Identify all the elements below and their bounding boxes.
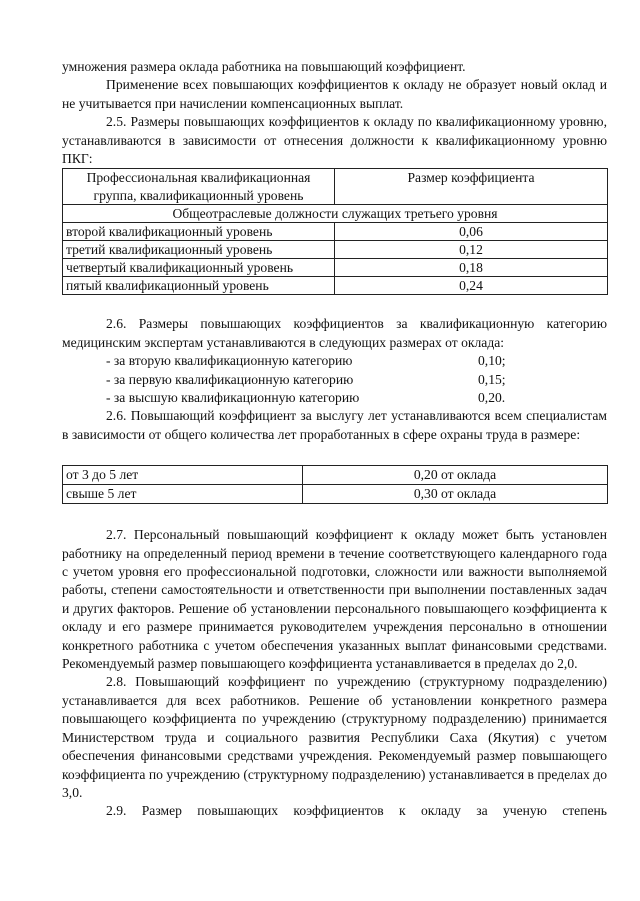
table-row [63, 259, 608, 277]
category-value: 0,10; [478, 353, 506, 369]
paragraph-2-6-seniority: 2.6. Повышающий коэффициент за выслугу лет устанавливаются всем специалистам в зависимости от общего количества лет проработанных в сфере охраны труда в размере: [62, 408, 607, 442]
table-row [63, 466, 608, 485]
table-cell-coef: 0,06 [335, 223, 608, 241]
table-cell-level: пятый квалификационный уровень [63, 277, 335, 295]
table-header-row [63, 169, 608, 205]
table-row [63, 277, 608, 295]
table-group-title: Общеотраслевые должности служащих третьего уровня [63, 205, 608, 223]
seniority-table [62, 465, 608, 504]
table-group-row [63, 205, 608, 223]
category-value: 0,15; [478, 371, 506, 387]
table-row [63, 223, 608, 241]
table-cell-period: свыше 5 лет [63, 485, 303, 504]
category-label: - за первую квалификационную категорию [106, 371, 354, 387]
category-label: - за высшую квалификационную категорию [106, 390, 360, 406]
list-item [106, 352, 607, 370]
paragraph-2-5: 2.5. Размеры повышающих коэффициентов к окладу по квалификационному уровню, устанавливаются в зависимости от отнесения должности к квалификационному уровню ПКГ: [62, 114, 607, 167]
table-row [63, 241, 608, 259]
table-cell-period: от 3 до 5 лет [63, 466, 303, 485]
table-header-coefficient: Размер коэффициента [335, 169, 608, 205]
table-row [63, 485, 608, 504]
paragraph-2-9: 2.9. Размер повышающих коэффициентов к окладу за ученую степень [106, 803, 607, 819]
category-value: 0,20. [478, 390, 506, 406]
paragraph-intro-tail: умножения размера оклада работника на повышающий коэффициент. [62, 59, 466, 74]
paragraph-2-6-categories: 2.6. Размеры повышающих коэффициентов за квалификационную категорию медицинским экспертам устанавливаются в следующих размерах от оклада: [62, 316, 607, 350]
paragraph-apply: Применение всех повышающих коэффициентов к окладу не образует новый оклад и не учитывается при начислении компенсационных выплат. [62, 77, 607, 111]
table-cell-level: четвертый квалификационный уровень [63, 259, 335, 277]
paragraph-2-7: 2.7. Персональный повышающий коэффициент к окладу может быть установлен работнику на определенный период времени в течение соответствующего календарного года с учетом уровня его профессиональной подготовки, сложности или важности выполняемой работы, степени самостоятельности и ответственности при выполнении поставленных задач и других факторов. Решение об установлении персонального повышающего коэффициента к окладу и его размере принимается руководителем учреждения персонально в отношении конкретного работника с учетом обеспечения указанных выплат финансовыми средствами. Рекомендуемый размер повышающего коэффициента устанавливается в пределах до 2,0. [62, 527, 607, 672]
paragraph-2-8: 2.8. Повышающий коэффициент по учреждению (структурному подразделению) устанавливается для всех работников. Решение об установлении конкретного размера повышающего коэффициента по учреждению (структурному подразделению) принимается Министерством труда и социального развития Республики Саха (Якутия) с учетом обеспечения финансовыми средствами учреждения. Рекомендуемый размер повышающего коэффициента по учреждению (структурному подразделению) устанавливается в пределах до 3,0. [62, 674, 607, 800]
table-cell-value: 0,30 от оклада [303, 485, 608, 504]
table-cell-value: 0,20 от оклада [303, 466, 608, 485]
category-list [106, 352, 607, 407]
table-cell-level: третий квалификационный уровень [63, 241, 335, 259]
table-cell-coef: 0,24 [335, 277, 608, 295]
document-page [62, 58, 607, 821]
table-cell-coef: 0,12 [335, 241, 608, 259]
table-header-group: Профессиональная квалификационная группа, квалификационный уровень [63, 169, 335, 205]
list-item [106, 389, 607, 407]
table-cell-level: второй квалификационный уровень [63, 223, 335, 241]
category-label: - за вторую квалификационную категорию [106, 353, 353, 369]
table-cell-coef: 0,18 [335, 259, 608, 277]
qualification-coefficient-table [62, 168, 608, 295]
list-item [106, 371, 607, 389]
